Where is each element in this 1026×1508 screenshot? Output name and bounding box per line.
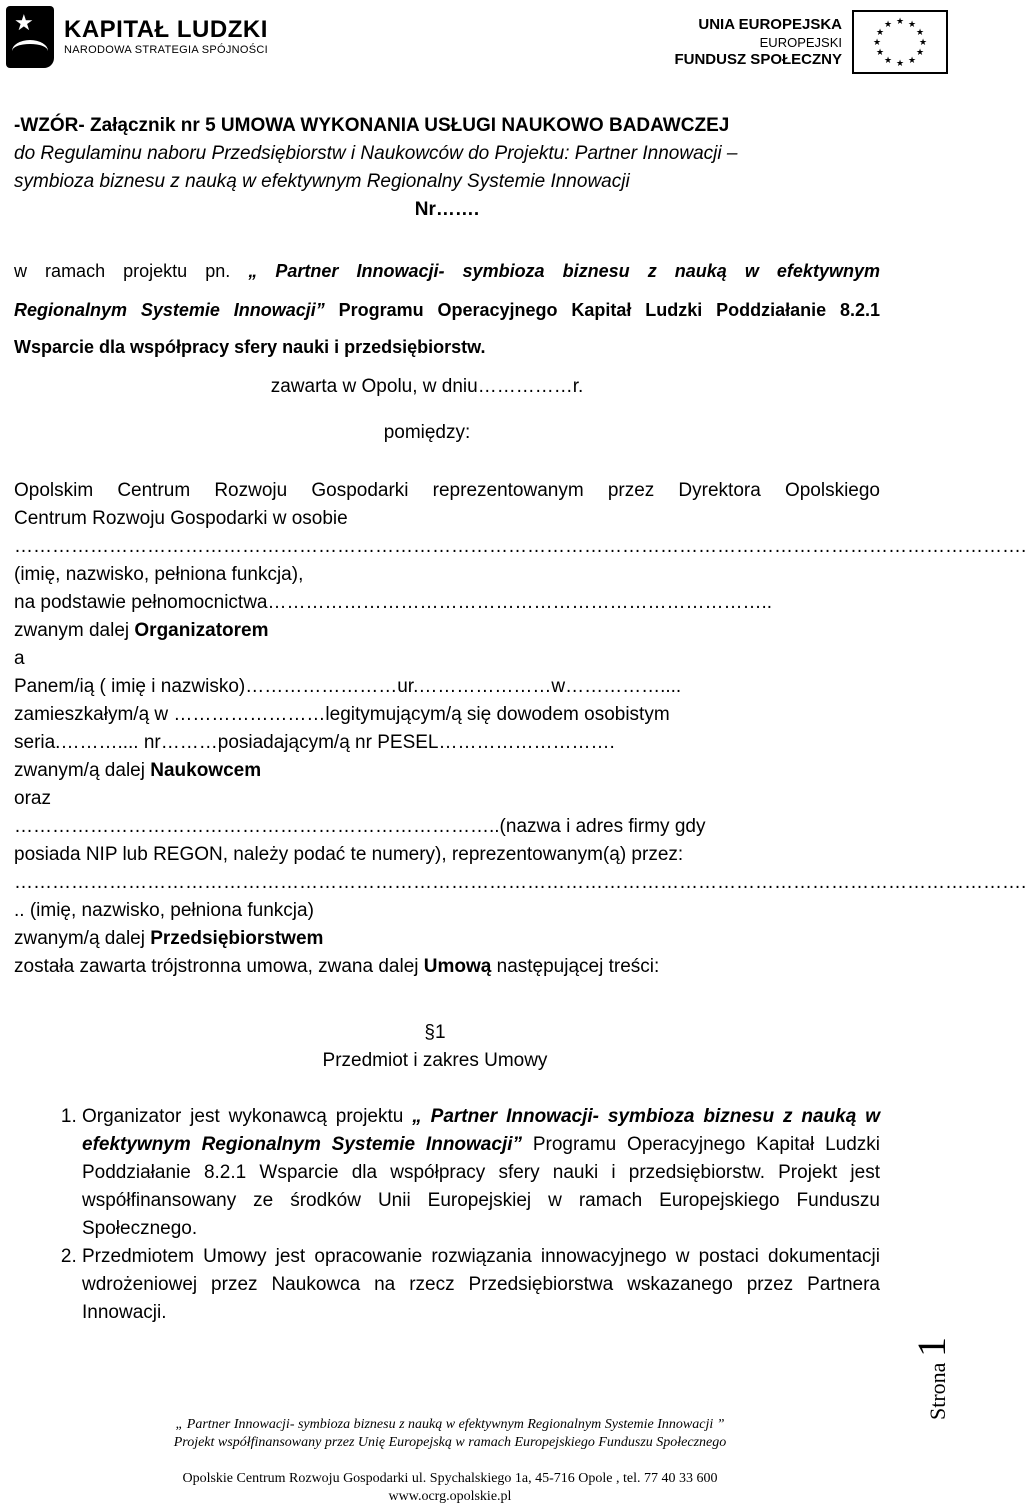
dots-line1: ……………………………………………………………………………………………………………………………………………. — [14, 536, 1026, 557]
enterprise-term: Przedsiębiorstwem — [150, 928, 324, 949]
firm-line1: …………………………………………………………………..(nazwa i adres firmy gdy — [14, 816, 706, 837]
document-title: -WZÓR- Załącznik nr 5 UMOWA WYKONANIA USŁUGI NAUKOWO BADAWCZEJ — [14, 115, 730, 136]
project-name-part1: „ Partner Innowacji- symbioza biznesu z nauką — [248, 261, 727, 281]
measure-name: Wsparcie dla współpracy sfery nauki i przedsiębiorstw. — [14, 337, 486, 357]
svg-text:★: ★ — [883, 20, 893, 30]
page-number: 1 — [909, 1337, 954, 1358]
left-logo-subtitle: NARODOWA STRATEGIA SPÓJNOŚCI — [64, 44, 268, 56]
scientist-called — [14, 757, 880, 785]
clause-2-body: Przedmiotem Umowy jest opracowanie rozwiązania innowacyjnego w postaci dokumentacji wdrożeniowej przez Naukowca na rzecz Przedsiębiorstwa wskazanego przez Partnera Innowacji. — [82, 1246, 880, 1323]
name-function-1: (imię, nazwisko, pełniona funkcja), — [14, 564, 304, 585]
title-line2: do Regulaminu naboru Przedsiębiorstw i Naukowców do Projektu: Partner Innowacji – — [14, 143, 738, 164]
project-name-part2: w efektywnym — [744, 261, 880, 281]
document-body — [14, 112, 1026, 1327]
programme-name: Programu Operacyjnego Kapitał Ludzki Poddziałanie 8.2.1 — [338, 300, 880, 320]
kapital-ludzki-logo — [6, 6, 268, 68]
project-line2 — [14, 291, 880, 330]
scientist-id: seria.……….... nr………posiadającym/ą nr PESEL………………………. — [14, 732, 615, 753]
between-label: pomiędzy: — [383, 422, 471, 443]
clause-1 — [82, 1103, 880, 1243]
firm-line2: posiada NIP lub REGON, należy podać te numery), reprezentowanym(ą) przez: — [14, 844, 684, 865]
footer-line1: „ Partner Innowacji- symbioza biznesu z nauką w efektywnym Regionalnym Systemie Innowacji ” — [175, 1417, 725, 1432]
organizer-term: Organizatorem — [134, 620, 269, 641]
svg-text:★: ★ — [895, 17, 905, 27]
contract-number: Nr……. — [414, 199, 480, 220]
left-logo-title: KAPITAŁ LUDZKI — [64, 16, 268, 43]
agreement-suffix: następującej treści: — [491, 956, 660, 977]
section-number: §1 — [424, 1022, 446, 1043]
clauses-list — [14, 1103, 880, 1327]
scientist-name: Panem/ią ( imię i nazwisko)……………………ur.…………………w…………….... — [14, 676, 682, 697]
organizer-called-prefix: zwanym dalej — [14, 620, 135, 641]
project-name-part3: Regionalnym Systemie Innowacji” — [14, 300, 325, 320]
clause-1-body: Programu Operacyjnego Kapitał Ludzki Poddziałanie 8.2.1 Wsparcie dla współpracy sfery nauki i przedsiębiorstw. Projekt jest współfinansowany ze środków Unii Europejskiej w ramach Europejskiego Funduszu Społecznego. — [82, 1134, 880, 1239]
clause-1-prefix: Organizator jest wykonawcą projektu — [82, 1106, 413, 1127]
page-label-text: Strona — [925, 1362, 950, 1420]
footer-line3: Opolskie Centrum Rozwoju Gospodarki ul. Spychalskiego 1a, 45-716 Opole , tel. 77 40 33 600 — [182, 1471, 718, 1486]
svg-text:★: ★ — [907, 20, 917, 30]
agreement-line — [14, 953, 880, 981]
organizer-called — [14, 617, 880, 645]
footer-line2: Projekt współfinansowany przez Unię Europejską w ramach Europejskiego Funduszu Społecznego — [173, 1435, 727, 1450]
footer-line4: www.ocrg.opolskie.pl — [388, 1489, 512, 1504]
svg-text:★: ★ — [895, 59, 905, 69]
scientist-called-prefix: zwanym/ą dalej — [14, 760, 151, 781]
right-logo-line3: FUNDUSZ SPOŁECZNY — [674, 51, 842, 68]
project-prefix: w ramach projektu pn. — [14, 261, 231, 281]
svg-text:★: ★ — [875, 28, 885, 38]
page-header — [0, 0, 960, 90]
project-line1 — [14, 252, 880, 291]
svg-text:★: ★ — [872, 38, 882, 48]
agreement-term: Umową — [423, 956, 492, 977]
title-line3: symbioza biznesu z nauką w efektywnym Regionalny Systemie Innowacji — [14, 171, 630, 192]
kapital-ludzki-mark-icon: ★ — [6, 6, 54, 68]
clause-1-project-name: „ Partner Innowacji- symbioza biznesu z nauką w efektywnym Regionalnym Systemie Innowacji” — [82, 1106, 880, 1155]
right-logo-line2: EUROPEJSKI — [759, 35, 842, 50]
enterprise-called — [14, 925, 880, 953]
eu-flag-icon — [852, 10, 948, 74]
page-number-label — [908, 1270, 954, 1420]
organizer-line1: Opolskim Centrum Rozwoju Gospodarki reprezentowanym przez Dyrektora Opolskiego — [14, 480, 880, 501]
conjunction-a: a — [14, 648, 25, 669]
project-line3 — [14, 328, 880, 367]
power-of-attorney: na podstawie pełnomocnictwa…………………………………………………………………….. — [14, 592, 773, 613]
dots-line2: ……………………………………………………………………………………………………………………………………………. — [14, 872, 1026, 893]
enterprise-called-prefix: zwanym/ą dalej — [14, 928, 151, 949]
footer-project — [0, 1416, 900, 1452]
svg-text:★: ★ — [875, 48, 885, 58]
section-title: Przedmiot i zakres Umowy — [322, 1050, 548, 1071]
organizer-line2: Centrum Rozwoju Gospodarki w osobie — [14, 508, 348, 529]
svg-text:★: ★ — [915, 48, 925, 58]
clause-2 — [82, 1243, 880, 1327]
right-logo-line1: UNIA EUROPEJSKA — [698, 16, 842, 33]
svg-text:★: ★ — [907, 56, 917, 66]
name-function-2: .. (imię, nazwisko, pełniona funkcja) — [14, 900, 314, 921]
concluded-line: zawarta w Opolu, w dniu……………r. — [270, 376, 584, 397]
svg-text:★: ★ — [918, 38, 928, 48]
svg-text:★: ★ — [915, 28, 925, 38]
scientist-term: Naukowcem — [150, 760, 262, 781]
agreement-prefix: została zawarta trójstronna umowa, zwana dalej — [14, 956, 424, 977]
eu-logo — [674, 10, 948, 74]
conjunction-and: oraz — [14, 788, 51, 809]
footer-address — [0, 1470, 900, 1506]
scientist-residence: zamieszkałym/ą w ……………………legitymującym/ą się dowodem osobistym — [14, 704, 670, 725]
svg-text:★: ★ — [883, 56, 893, 66]
